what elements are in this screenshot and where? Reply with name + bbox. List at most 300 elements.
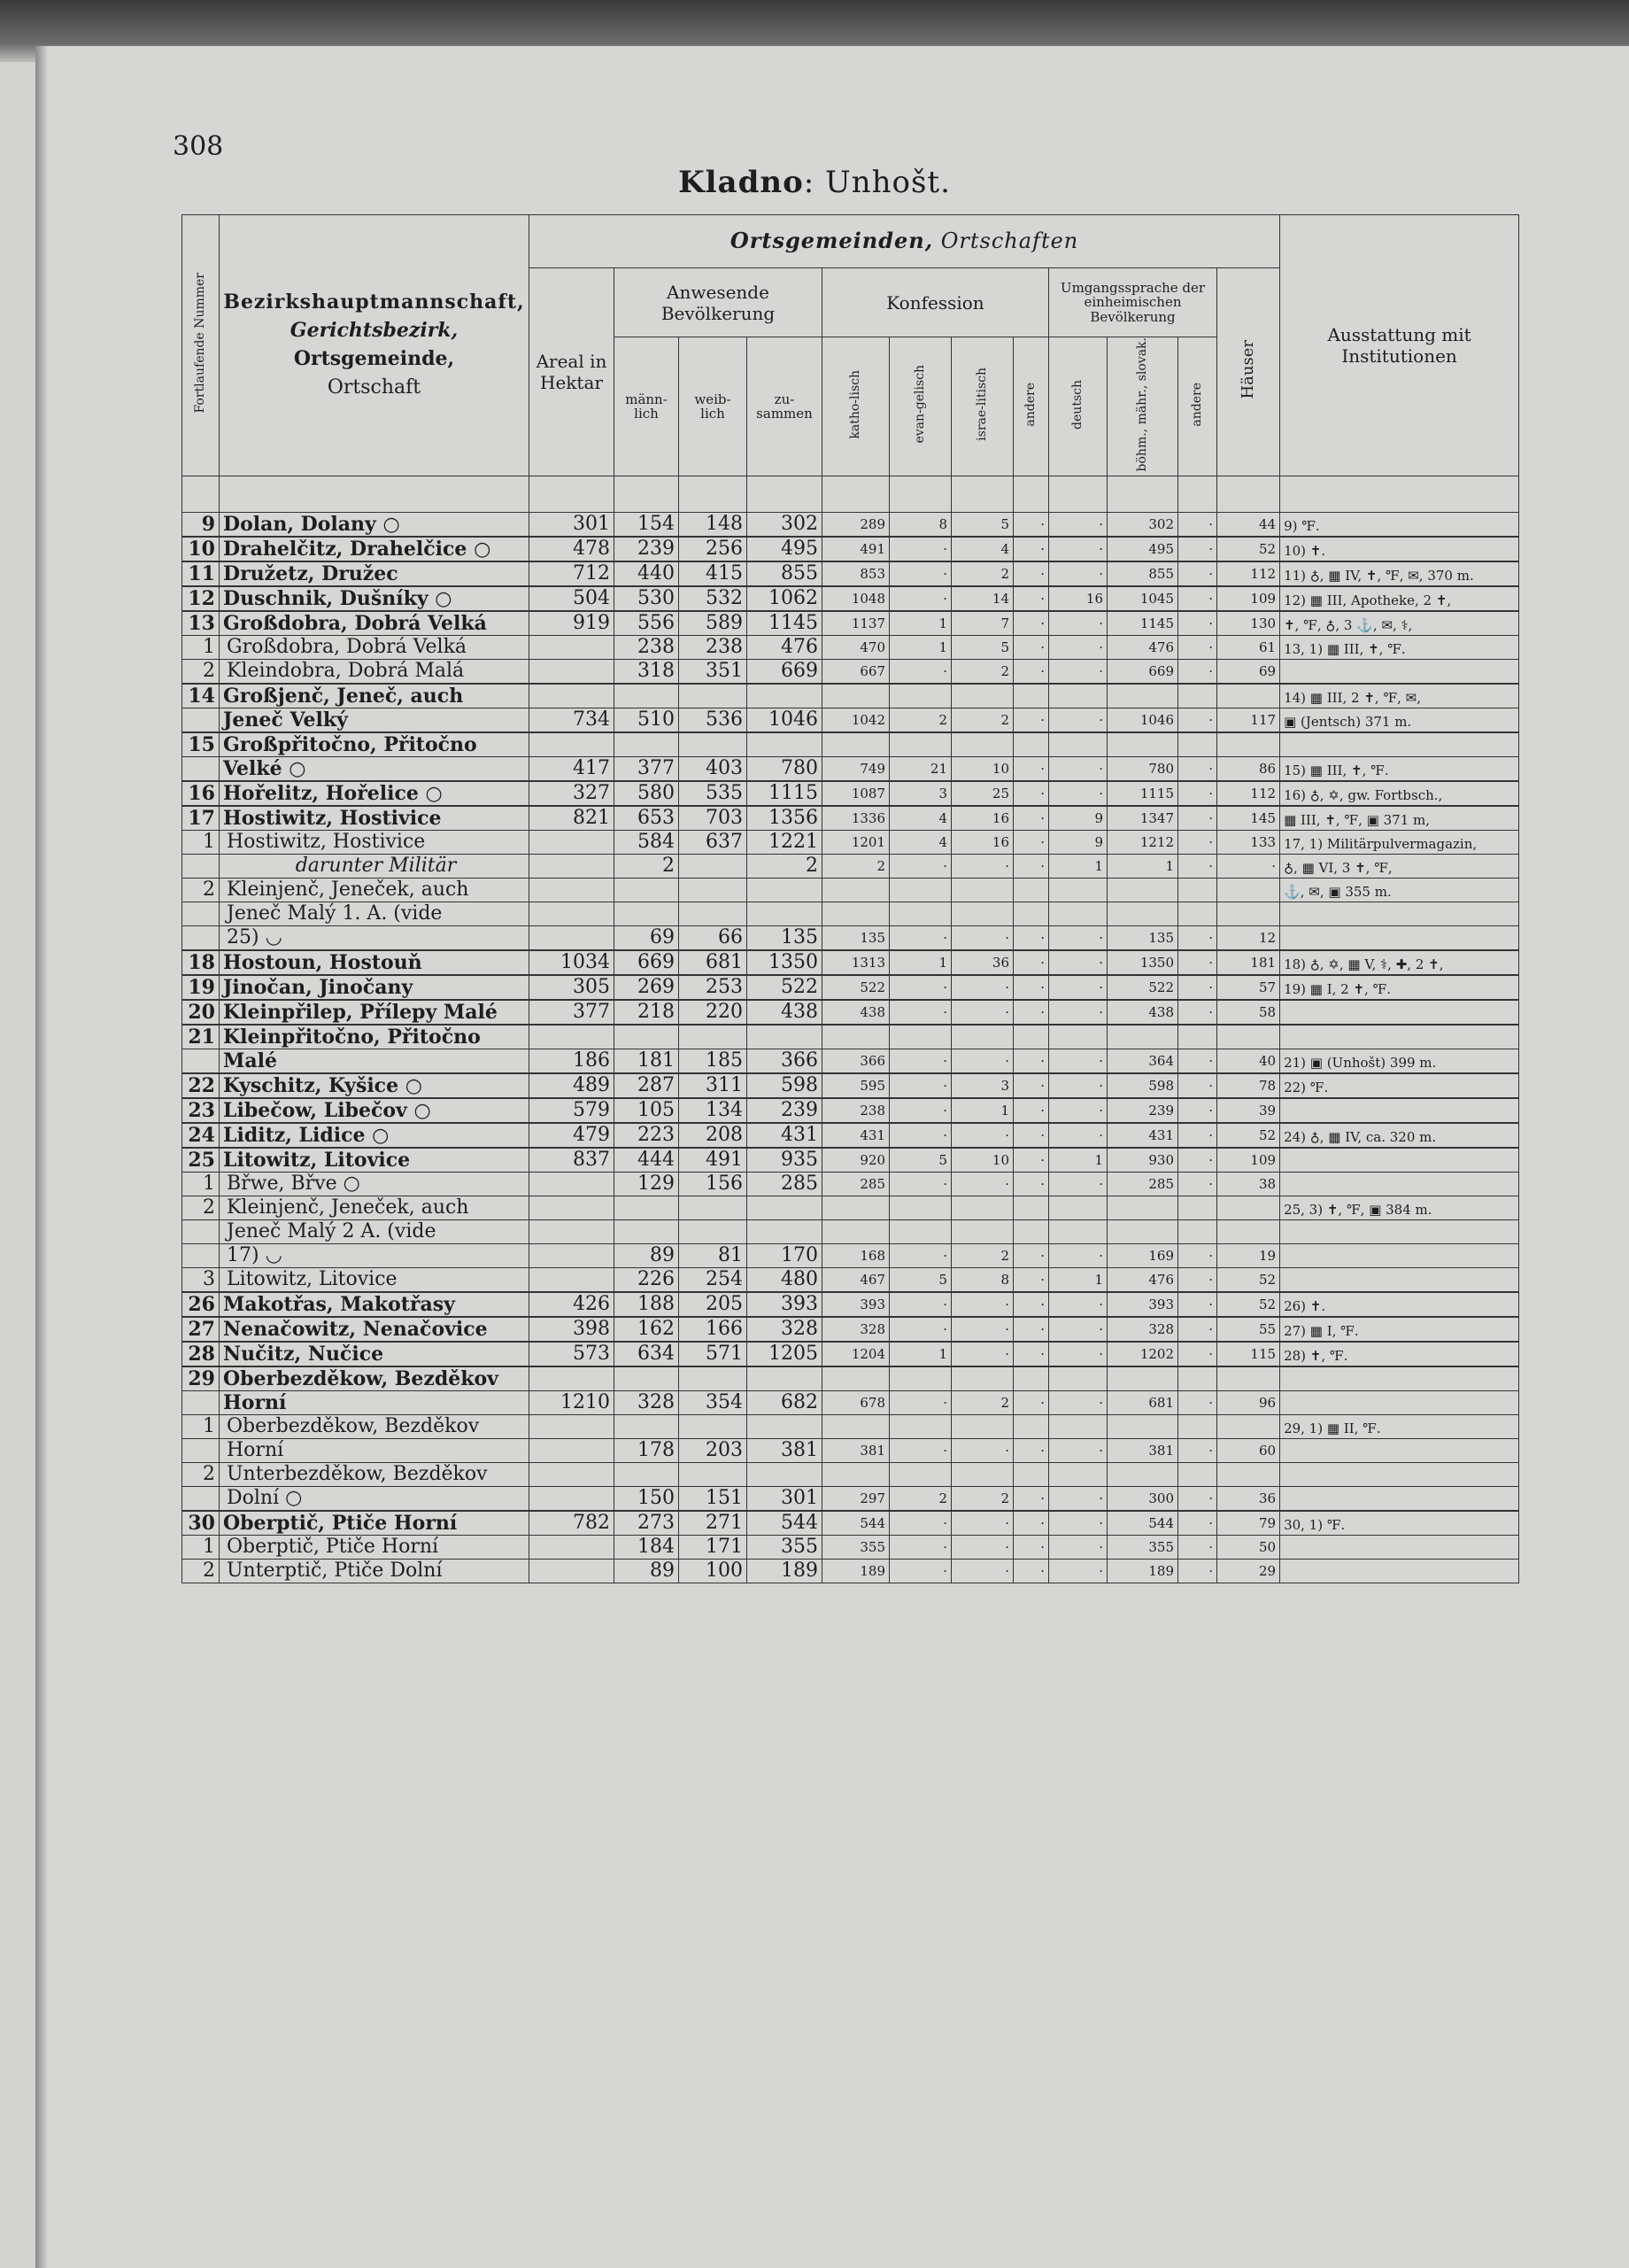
cell-katholisch [822, 1196, 890, 1220]
cell-maennlich: 184 [614, 1536, 679, 1560]
cell-boehmisch: 681 [1108, 1391, 1178, 1415]
cell-haeuser: 145 [1217, 806, 1280, 831]
table-row [182, 855, 1519, 879]
cell-zusammen [747, 732, 822, 757]
cell-boehmisch: 669 [1108, 660, 1178, 685]
cell-deutsch: 1 [1049, 1268, 1108, 1293]
cell-ausstattung: 14) ▦ III, 2 ✝, ℉, ✉, [1280, 684, 1519, 708]
cell-maennlich: 440 [614, 561, 679, 586]
cell-andere-konfession [1014, 684, 1049, 708]
cell-weiblich: 271 [679, 1511, 747, 1536]
cell-areal [529, 732, 614, 757]
cell-andere-sprache: · [1178, 1511, 1217, 1536]
header-fortlaufende-nummer: Fortlaufende Nummer [182, 215, 220, 476]
header-ortsgemeinde: Ortsgemeinde, [293, 347, 455, 371]
cell-weiblich: 151 [679, 1487, 747, 1512]
cell-andere-konfession: · [1014, 781, 1049, 806]
cell-andere-sprache [1178, 1366, 1217, 1391]
cell-place-name: darunter Militär [220, 855, 529, 879]
cell-row-number: 1 [182, 831, 220, 855]
cell-andere-konfession: · [1014, 757, 1049, 782]
cell-katholisch [822, 732, 890, 757]
cell-areal: 186 [529, 1049, 614, 1074]
cell-maennlich: 318 [614, 660, 679, 685]
table-row [182, 1196, 1519, 1220]
cell-ausstattung: 9) ℉. [1280, 513, 1519, 538]
cell-israelitisch: 1 [952, 1098, 1014, 1123]
cell-areal: 734 [529, 708, 614, 733]
cell-row-number: 27 [182, 1317, 220, 1342]
cell-haeuser: · [1217, 855, 1280, 879]
cell-andere-sprache [1178, 1463, 1217, 1487]
cell-maennlich: 669 [614, 950, 679, 975]
cell-place-name: Großdobra, Dobrá Velká [220, 636, 529, 660]
cell-maennlich [614, 879, 679, 902]
cell-ausstattung [1280, 902, 1519, 926]
cell-deutsch [1049, 1025, 1108, 1049]
cell-areal: 417 [529, 757, 614, 782]
cell-israelitisch: · [952, 1536, 1014, 1560]
cell-boehmisch: 381 [1108, 1439, 1178, 1463]
cell-weiblich: 311 [679, 1073, 747, 1098]
cell-row-number: 30 [182, 1511, 220, 1536]
cell-boehmisch: 598 [1108, 1073, 1178, 1098]
cell-boehmisch: 1 [1108, 855, 1178, 879]
cell-andere-konfession: · [1014, 1536, 1049, 1560]
running-head-separator: : [803, 165, 815, 200]
cell-haeuser [1217, 684, 1280, 708]
cell-weiblich: 238 [679, 636, 747, 660]
table-row [182, 1000, 1519, 1025]
cell-haeuser: 112 [1217, 781, 1280, 806]
cell-andere-konfession: · [1014, 806, 1049, 831]
cell-ausstattung: 24) ♁, ▦ IV, ca. 320 m. [1280, 1123, 1519, 1148]
cell-row-number: 2 [182, 1463, 220, 1487]
cell-katholisch: 238 [822, 1098, 890, 1123]
table-row [182, 537, 1519, 561]
cell-deutsch: 1 [1049, 855, 1108, 879]
cell-weiblich: 81 [679, 1244, 747, 1268]
cell-israelitisch: · [952, 926, 1014, 951]
cell-deutsch [1049, 1220, 1108, 1244]
cell-zusammen: 480 [747, 1268, 822, 1293]
cell-katholisch: 381 [822, 1439, 890, 1463]
cell-maennlich [614, 1415, 679, 1439]
cell-row-number [182, 757, 220, 782]
cell-weiblich [679, 1196, 747, 1220]
cell-maennlich: 178 [614, 1439, 679, 1463]
cell-deutsch: · [1049, 975, 1108, 1000]
table-row [182, 1025, 1519, 1049]
cell-israelitisch [952, 902, 1014, 926]
census-table [181, 214, 1519, 1583]
cell-ausstattung: 28) ✝, ℉. [1280, 1342, 1519, 1366]
cell-katholisch [822, 1220, 890, 1244]
header-ortschaft: Ortschaft [327, 376, 421, 399]
cell-haeuser: 52 [1217, 1292, 1280, 1317]
cell-haeuser: 50 [1217, 1536, 1280, 1560]
cell-haeuser: 29 [1217, 1560, 1280, 1583]
cell-ausstattung: 13, 1) ▦ III, ✝, ℉. [1280, 636, 1519, 660]
header-konfession: Konfession [822, 268, 1049, 337]
cell-zusammen: 1356 [747, 806, 822, 831]
cell-andere-sprache: · [1178, 636, 1217, 660]
cell-andere-sprache: · [1178, 1173, 1217, 1196]
cell-evangelisch [890, 902, 952, 926]
cell-andere-konfession: · [1014, 1000, 1049, 1025]
cell-evangelisch: · [890, 1439, 952, 1463]
cell-maennlich: 223 [614, 1123, 679, 1148]
cell-israelitisch: · [952, 1173, 1014, 1196]
cell-boehmisch: 780 [1108, 757, 1178, 782]
cell-ausstattung: 29, 1) ▦ II, ℉. [1280, 1415, 1519, 1439]
cell-row-number: 23 [182, 1098, 220, 1123]
header-bezirk [220, 215, 529, 476]
cell-katholisch: 289 [822, 513, 890, 538]
cell-andere-sprache: · [1178, 1536, 1217, 1560]
cell-haeuser: 52 [1217, 1123, 1280, 1148]
cell-deutsch: · [1049, 1317, 1108, 1342]
cell-israelitisch: 5 [952, 636, 1014, 660]
running-head-court: Unhošt. [825, 165, 951, 200]
cell-place-name: Hostiwitz, Hostivice [220, 831, 529, 855]
cell-evangelisch: · [890, 1049, 952, 1074]
cell-andere-sprache: · [1178, 1268, 1217, 1293]
cell-areal: 305 [529, 975, 614, 1000]
cell-deutsch: · [1049, 1536, 1108, 1560]
cell-andere-konfession: · [1014, 1317, 1049, 1342]
cell-haeuser [1217, 1415, 1280, 1439]
cell-deutsch [1049, 879, 1108, 902]
cell-andere-konfession: · [1014, 926, 1049, 951]
cell-weiblich: 66 [679, 926, 747, 951]
cell-andere-konfession [1014, 1220, 1049, 1244]
cell-katholisch: 920 [822, 1148, 890, 1173]
cell-boehmisch: 169 [1108, 1244, 1178, 1268]
cell-andere-sprache: · [1178, 1098, 1217, 1123]
cell-katholisch: 678 [822, 1391, 890, 1415]
cell-haeuser: 61 [1217, 636, 1280, 660]
cell-boehmisch: 476 [1108, 1268, 1178, 1293]
cell-place-name: Duschnik, Dušníky ○ [220, 586, 529, 611]
cell-boehmisch: 135 [1108, 926, 1178, 951]
cell-katholisch: 1204 [822, 1342, 890, 1366]
cell-andere-sprache: · [1178, 926, 1217, 951]
cell-katholisch: 438 [822, 1000, 890, 1025]
header-areal: Areal in Hektar [529, 268, 614, 476]
cell-boehmisch: 1202 [1108, 1342, 1178, 1366]
cell-deutsch: 1 [1049, 1148, 1108, 1173]
header-haeuser: Häuser [1217, 268, 1280, 476]
cell-deutsch: · [1049, 1244, 1108, 1268]
cell-evangelisch: 1 [890, 636, 952, 660]
cell-boehmisch [1108, 1025, 1178, 1049]
cell-israelitisch [952, 1463, 1014, 1487]
cell-ausstattung [1280, 926, 1519, 951]
cell-deutsch: · [1049, 1098, 1108, 1123]
cell-place-name: Liditz, Lidice ○ [220, 1123, 529, 1148]
cell-evangelisch: · [890, 1536, 952, 1560]
table-row [182, 732, 1519, 757]
cell-place-name: Družetz, Družec [220, 561, 529, 586]
cell-andere-sprache: · [1178, 660, 1217, 685]
cell-katholisch: 189 [822, 1560, 890, 1583]
cell-weiblich [679, 879, 747, 902]
cell-andere-sprache: · [1178, 611, 1217, 636]
cell-israelitisch: · [952, 1292, 1014, 1317]
cell-evangelisch: · [890, 1317, 952, 1342]
cell-deutsch: · [1049, 708, 1108, 733]
cell-place-name: Kleinpřitočno, Přitočno [220, 1025, 529, 1049]
table-row [182, 975, 1519, 1000]
cell-ausstattung [1280, 1391, 1519, 1415]
cell-place-name: Oberptič, Ptiče Horní [220, 1511, 529, 1536]
cell-weiblich: 403 [679, 757, 747, 782]
cell-zusammen: 1145 [747, 611, 822, 636]
cell-maennlich [614, 1025, 679, 1049]
table-row [182, 781, 1519, 806]
cell-israelitisch: 2 [952, 708, 1014, 733]
cell-deutsch: · [1049, 1073, 1108, 1098]
cell-maennlich: 530 [614, 586, 679, 611]
cell-evangelisch: · [890, 1244, 952, 1268]
cell-areal [529, 1220, 614, 1244]
cell-row-number [182, 926, 220, 951]
cell-haeuser: 52 [1217, 1268, 1280, 1293]
cell-evangelisch: 2 [890, 708, 952, 733]
table-row [182, 684, 1519, 708]
cell-deutsch: · [1049, 1439, 1108, 1463]
cell-row-number [182, 1220, 220, 1244]
cell-weiblich: 166 [679, 1317, 747, 1342]
cell-israelitisch: 2 [952, 1391, 1014, 1415]
cell-place-name: Libečow, Libečov ○ [220, 1098, 529, 1123]
cell-place-name: Horní [220, 1391, 529, 1415]
cell-row-number: 20 [182, 1000, 220, 1025]
cell-andere-sprache: · [1178, 1439, 1217, 1463]
cell-haeuser: 19 [1217, 1244, 1280, 1268]
cell-andere-konfession: · [1014, 561, 1049, 586]
header-evangelisch: evan-gelisch [890, 337, 952, 476]
cell-andere-sprache: · [1178, 1391, 1217, 1415]
cell-place-name: Velké ○ [220, 757, 529, 782]
cell-boehmisch: 364 [1108, 1049, 1178, 1074]
cell-katholisch: 1137 [822, 611, 890, 636]
cell-israelitisch: 8 [952, 1268, 1014, 1293]
cell-row-number: 15 [182, 732, 220, 757]
cell-andere-sprache: · [1178, 586, 1217, 611]
table-row [182, 1391, 1519, 1415]
cell-deutsch: · [1049, 1391, 1108, 1415]
cell-andere-konfession: · [1014, 1292, 1049, 1317]
cell-place-name: Jeneč Malý 2 A. (vide [220, 1220, 529, 1244]
cell-katholisch: 470 [822, 636, 890, 660]
cell-andere-konfession: · [1014, 708, 1049, 733]
cell-andere-sprache: · [1178, 855, 1217, 879]
cell-place-name: Großpřitočno, Přitočno [220, 732, 529, 757]
cell-evangelisch: · [890, 660, 952, 685]
page-edge-shadow [35, 46, 48, 2268]
cell-haeuser: 133 [1217, 831, 1280, 855]
cell-zusammen: 1221 [747, 831, 822, 855]
cell-areal: 327 [529, 781, 614, 806]
cell-boehmisch: 1115 [1108, 781, 1178, 806]
cell-andere-sprache: · [1178, 1148, 1217, 1173]
cell-row-number [182, 902, 220, 926]
cell-andere-konfession: · [1014, 1560, 1049, 1583]
cell-maennlich: 273 [614, 1511, 679, 1536]
cell-ausstattung [1280, 1439, 1519, 1463]
header-andere-sprache: andere [1178, 337, 1217, 476]
cell-boehmisch: 495 [1108, 537, 1178, 561]
cell-boehmisch: 1045 [1108, 586, 1178, 611]
cell-areal: 301 [529, 513, 614, 538]
cell-boehmisch [1108, 1196, 1178, 1220]
cell-weiblich: 185 [679, 1049, 747, 1074]
cell-row-number [182, 1439, 220, 1463]
cell-deutsch: · [1049, 611, 1108, 636]
cell-areal [529, 902, 614, 926]
cell-evangelisch [890, 684, 952, 708]
cell-place-name: Oberbezděkow, Bezděkov [220, 1366, 529, 1391]
cell-weiblich [679, 1025, 747, 1049]
cell-israelitisch: 10 [952, 1148, 1014, 1173]
cell-maennlich: 653 [614, 806, 679, 831]
cell-zusammen: 1046 [747, 708, 822, 733]
cell-evangelisch: · [890, 926, 952, 951]
cell-row-number: 2 [182, 1196, 220, 1220]
cell-maennlich: 69 [614, 926, 679, 951]
cell-zusammen [747, 1025, 822, 1049]
cell-row-number [182, 1244, 220, 1268]
cell-maennlich: 510 [614, 708, 679, 733]
cell-zusammen [747, 1366, 822, 1391]
table-row [182, 1560, 1519, 1583]
cell-row-number: 2 [182, 660, 220, 685]
cell-zusammen: 522 [747, 975, 822, 1000]
cell-israelitisch: · [952, 1342, 1014, 1366]
cell-andere-konfession: · [1014, 975, 1049, 1000]
cell-israelitisch [952, 1220, 1014, 1244]
cell-boehmisch [1108, 879, 1178, 902]
cell-place-name: 25) ◡ [220, 926, 529, 951]
table-row [182, 950, 1519, 975]
cell-maennlich: 129 [614, 1173, 679, 1196]
cell-israelitisch: 10 [952, 757, 1014, 782]
cell-row-number: 18 [182, 950, 220, 975]
cell-maennlich: 584 [614, 831, 679, 855]
cell-evangelisch: · [890, 1073, 952, 1098]
cell-areal: 426 [529, 1292, 614, 1317]
cell-ausstattung: 26) ✝. [1280, 1292, 1519, 1317]
table-row [182, 1123, 1519, 1148]
table-row [182, 757, 1519, 782]
cell-boehmisch: 355 [1108, 1536, 1178, 1560]
cell-andere-konfession: · [1014, 660, 1049, 685]
cell-ausstattung: 19) ▦ I, 2 ✝, ℉. [1280, 975, 1519, 1000]
cell-andere-sprache: · [1178, 1292, 1217, 1317]
cell-katholisch: 595 [822, 1073, 890, 1098]
cell-andere-sprache [1178, 1220, 1217, 1244]
cell-katholisch: 355 [822, 1536, 890, 1560]
cell-ausstattung: 15) ▦ III, ✝, ℉. [1280, 757, 1519, 782]
cell-place-name: Jinočan, Jinočany [220, 975, 529, 1000]
cell-boehmisch: 1350 [1108, 950, 1178, 975]
cell-evangelisch: 21 [890, 757, 952, 782]
cell-andere-konfession: · [1014, 1511, 1049, 1536]
cell-areal: 478 [529, 537, 614, 561]
cell-israelitisch [952, 1025, 1014, 1049]
cell-katholisch: 1201 [822, 831, 890, 855]
cell-zusammen: 381 [747, 1439, 822, 1463]
cell-place-name: Hostoun, Hostouň [220, 950, 529, 975]
cell-weiblich [679, 1366, 747, 1391]
cell-row-number: 1 [182, 636, 220, 660]
cell-evangelisch [890, 879, 952, 902]
cell-katholisch: 1048 [822, 586, 890, 611]
header-gerichtsbezirk: Gerichtsbezirk, [290, 319, 459, 343]
cell-weiblich: 220 [679, 1000, 747, 1025]
cell-boehmisch: 438 [1108, 1000, 1178, 1025]
cell-place-name: Großdobra, Dobrá Velká [220, 611, 529, 636]
cell-haeuser: 79 [1217, 1511, 1280, 1536]
cell-maennlich: 226 [614, 1268, 679, 1293]
cell-andere-konfession: · [1014, 1073, 1049, 1098]
cell-andere-sprache [1178, 1196, 1217, 1220]
cell-row-number: 19 [182, 975, 220, 1000]
cell-maennlich [614, 732, 679, 757]
cell-evangelisch [890, 1025, 952, 1049]
cell-maennlich: 188 [614, 1292, 679, 1317]
cell-deutsch: · [1049, 660, 1108, 685]
cell-boehmisch: 239 [1108, 1098, 1178, 1123]
cell-weiblich [679, 732, 747, 757]
cell-israelitisch [952, 879, 1014, 902]
cell-andere-konfession: · [1014, 1391, 1049, 1415]
cell-zusammen: 1062 [747, 586, 822, 611]
cell-row-number: 2 [182, 879, 220, 902]
cell-katholisch: 328 [822, 1317, 890, 1342]
table-row [182, 926, 1519, 951]
cell-areal [529, 831, 614, 855]
cell-zusammen: 544 [747, 1511, 822, 1536]
table-row [182, 1098, 1519, 1123]
cell-katholisch [822, 902, 890, 926]
table-header [182, 215, 1519, 513]
cell-katholisch: 1336 [822, 806, 890, 831]
cell-haeuser: 78 [1217, 1073, 1280, 1098]
cell-place-name: Dolní ○ [220, 1487, 529, 1512]
running-head-district: Kladno [678, 165, 804, 200]
cell-deutsch: · [1049, 1511, 1108, 1536]
cell-andere-konfession: · [1014, 537, 1049, 561]
cell-zusammen [747, 902, 822, 926]
cell-haeuser [1217, 879, 1280, 902]
cell-haeuser: 58 [1217, 1000, 1280, 1025]
table-row [182, 1415, 1519, 1439]
table-row [182, 879, 1519, 902]
cell-andere-konfession: · [1014, 950, 1049, 975]
cell-maennlich [614, 684, 679, 708]
cell-katholisch [822, 1025, 890, 1049]
cell-andere-konfession [1014, 902, 1049, 926]
cell-maennlich: 377 [614, 757, 679, 782]
cell-andere-konfession: · [1014, 1098, 1049, 1123]
cell-place-name: Unterbezděkow, Bezděkov [220, 1463, 529, 1487]
cell-areal: 489 [529, 1073, 614, 1098]
cell-zusammen: 1350 [747, 950, 822, 975]
cell-israelitisch: · [952, 855, 1014, 879]
